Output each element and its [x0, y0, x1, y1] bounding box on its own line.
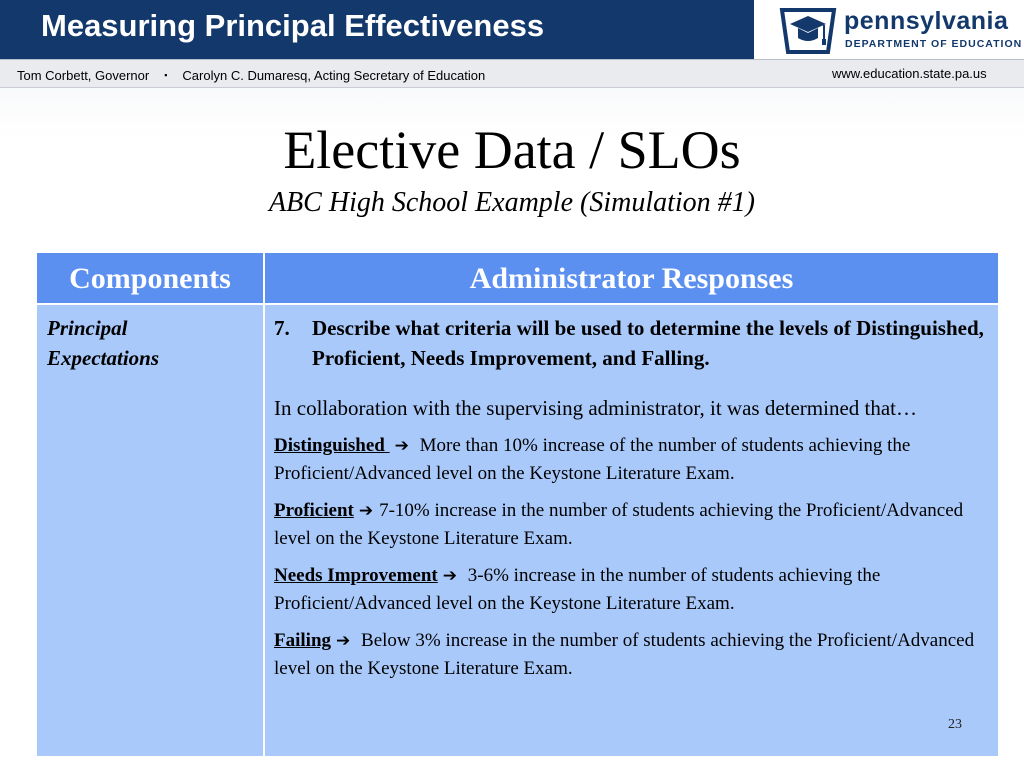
responses-table — [37, 253, 998, 756]
bullet-separator: ▪ — [164, 70, 168, 80]
level-name: Failing — [274, 630, 332, 651]
level-description: Below 3% increase in the number of students achieving the Proficient/Advanced level on the Keystone Literature Exam. — [274, 630, 975, 679]
level-description: 3-6% increase in the number of students achieving the Proficient/Advanced level on the Keystone Literature Exam. — [274, 565, 881, 614]
website-link[interactable]: www.education.state.pa.us — [832, 66, 987, 81]
arrow-right-icon: ➔ — [358, 501, 374, 521]
component-label-line2: Expectations — [47, 346, 160, 370]
title-bar — [0, 0, 754, 59]
component-label-line1: Principal — [47, 316, 128, 340]
level-proficient — [274, 497, 989, 553]
secretary-name: Carolyn C. Dumaresq, Acting Secretary of Education — [182, 68, 486, 83]
page-number: 23 — [948, 717, 962, 732]
officials-names — [17, 68, 485, 83]
response-cell — [274, 313, 989, 683]
level-name: Needs Improvement — [274, 565, 438, 586]
top-banner — [0, 0, 1024, 59]
officials-bar — [0, 59, 1024, 88]
logo-department: DEPARTMENT OF EDUCATION — [845, 38, 1023, 50]
governor-name: Tom Corbett, Governor — [17, 68, 150, 83]
level-description: More than 10% increase of the number of students achieving the Proficient/Advanced level on the Keystone Literature Exam. — [274, 435, 911, 484]
intro-text: In collaboration with the supervising administrator, it was determined that… — [274, 396, 918, 420]
slide-subtitle: ABC High School Example (Simulation #1) — [268, 187, 756, 218]
column-header-responses: Administrator Responses — [265, 253, 998, 303]
logo-wordmark: pennsylvania — [844, 7, 1009, 35]
question-item — [274, 313, 989, 373]
pa-department-logo — [776, 2, 1023, 56]
presentation-title: Measuring Principal Effectiveness — [41, 8, 545, 43]
component-cell — [47, 313, 257, 373]
question-text: Describe what criteria will be used to determine the levels of Distinguished, Proficient, Needs Improvement, and Falling. — [312, 316, 984, 370]
level-failing — [274, 627, 989, 683]
level-needs-improvement — [274, 562, 989, 618]
row-divider — [37, 303, 998, 305]
keystone-mortarboard-icon — [778, 2, 838, 54]
level-name: Distinguished — [274, 435, 390, 456]
slide-title: Elective Data / SLOs — [283, 120, 741, 180]
column-divider — [263, 253, 265, 756]
question-number: 7. — [274, 316, 290, 340]
arrow-right-icon: ➔ — [442, 566, 458, 586]
column-header-components: Components — [37, 253, 263, 303]
level-distinguished — [274, 432, 989, 488]
arrow-right-icon: ➔ — [394, 436, 409, 456]
level-description: 7-10% increase in the number of students achieving the Proficient/Advanced level on the Keystone Literature Exam. — [274, 500, 964, 549]
level-name: Proficient — [274, 500, 354, 521]
arrow-right-icon: ➔ — [336, 631, 351, 651]
